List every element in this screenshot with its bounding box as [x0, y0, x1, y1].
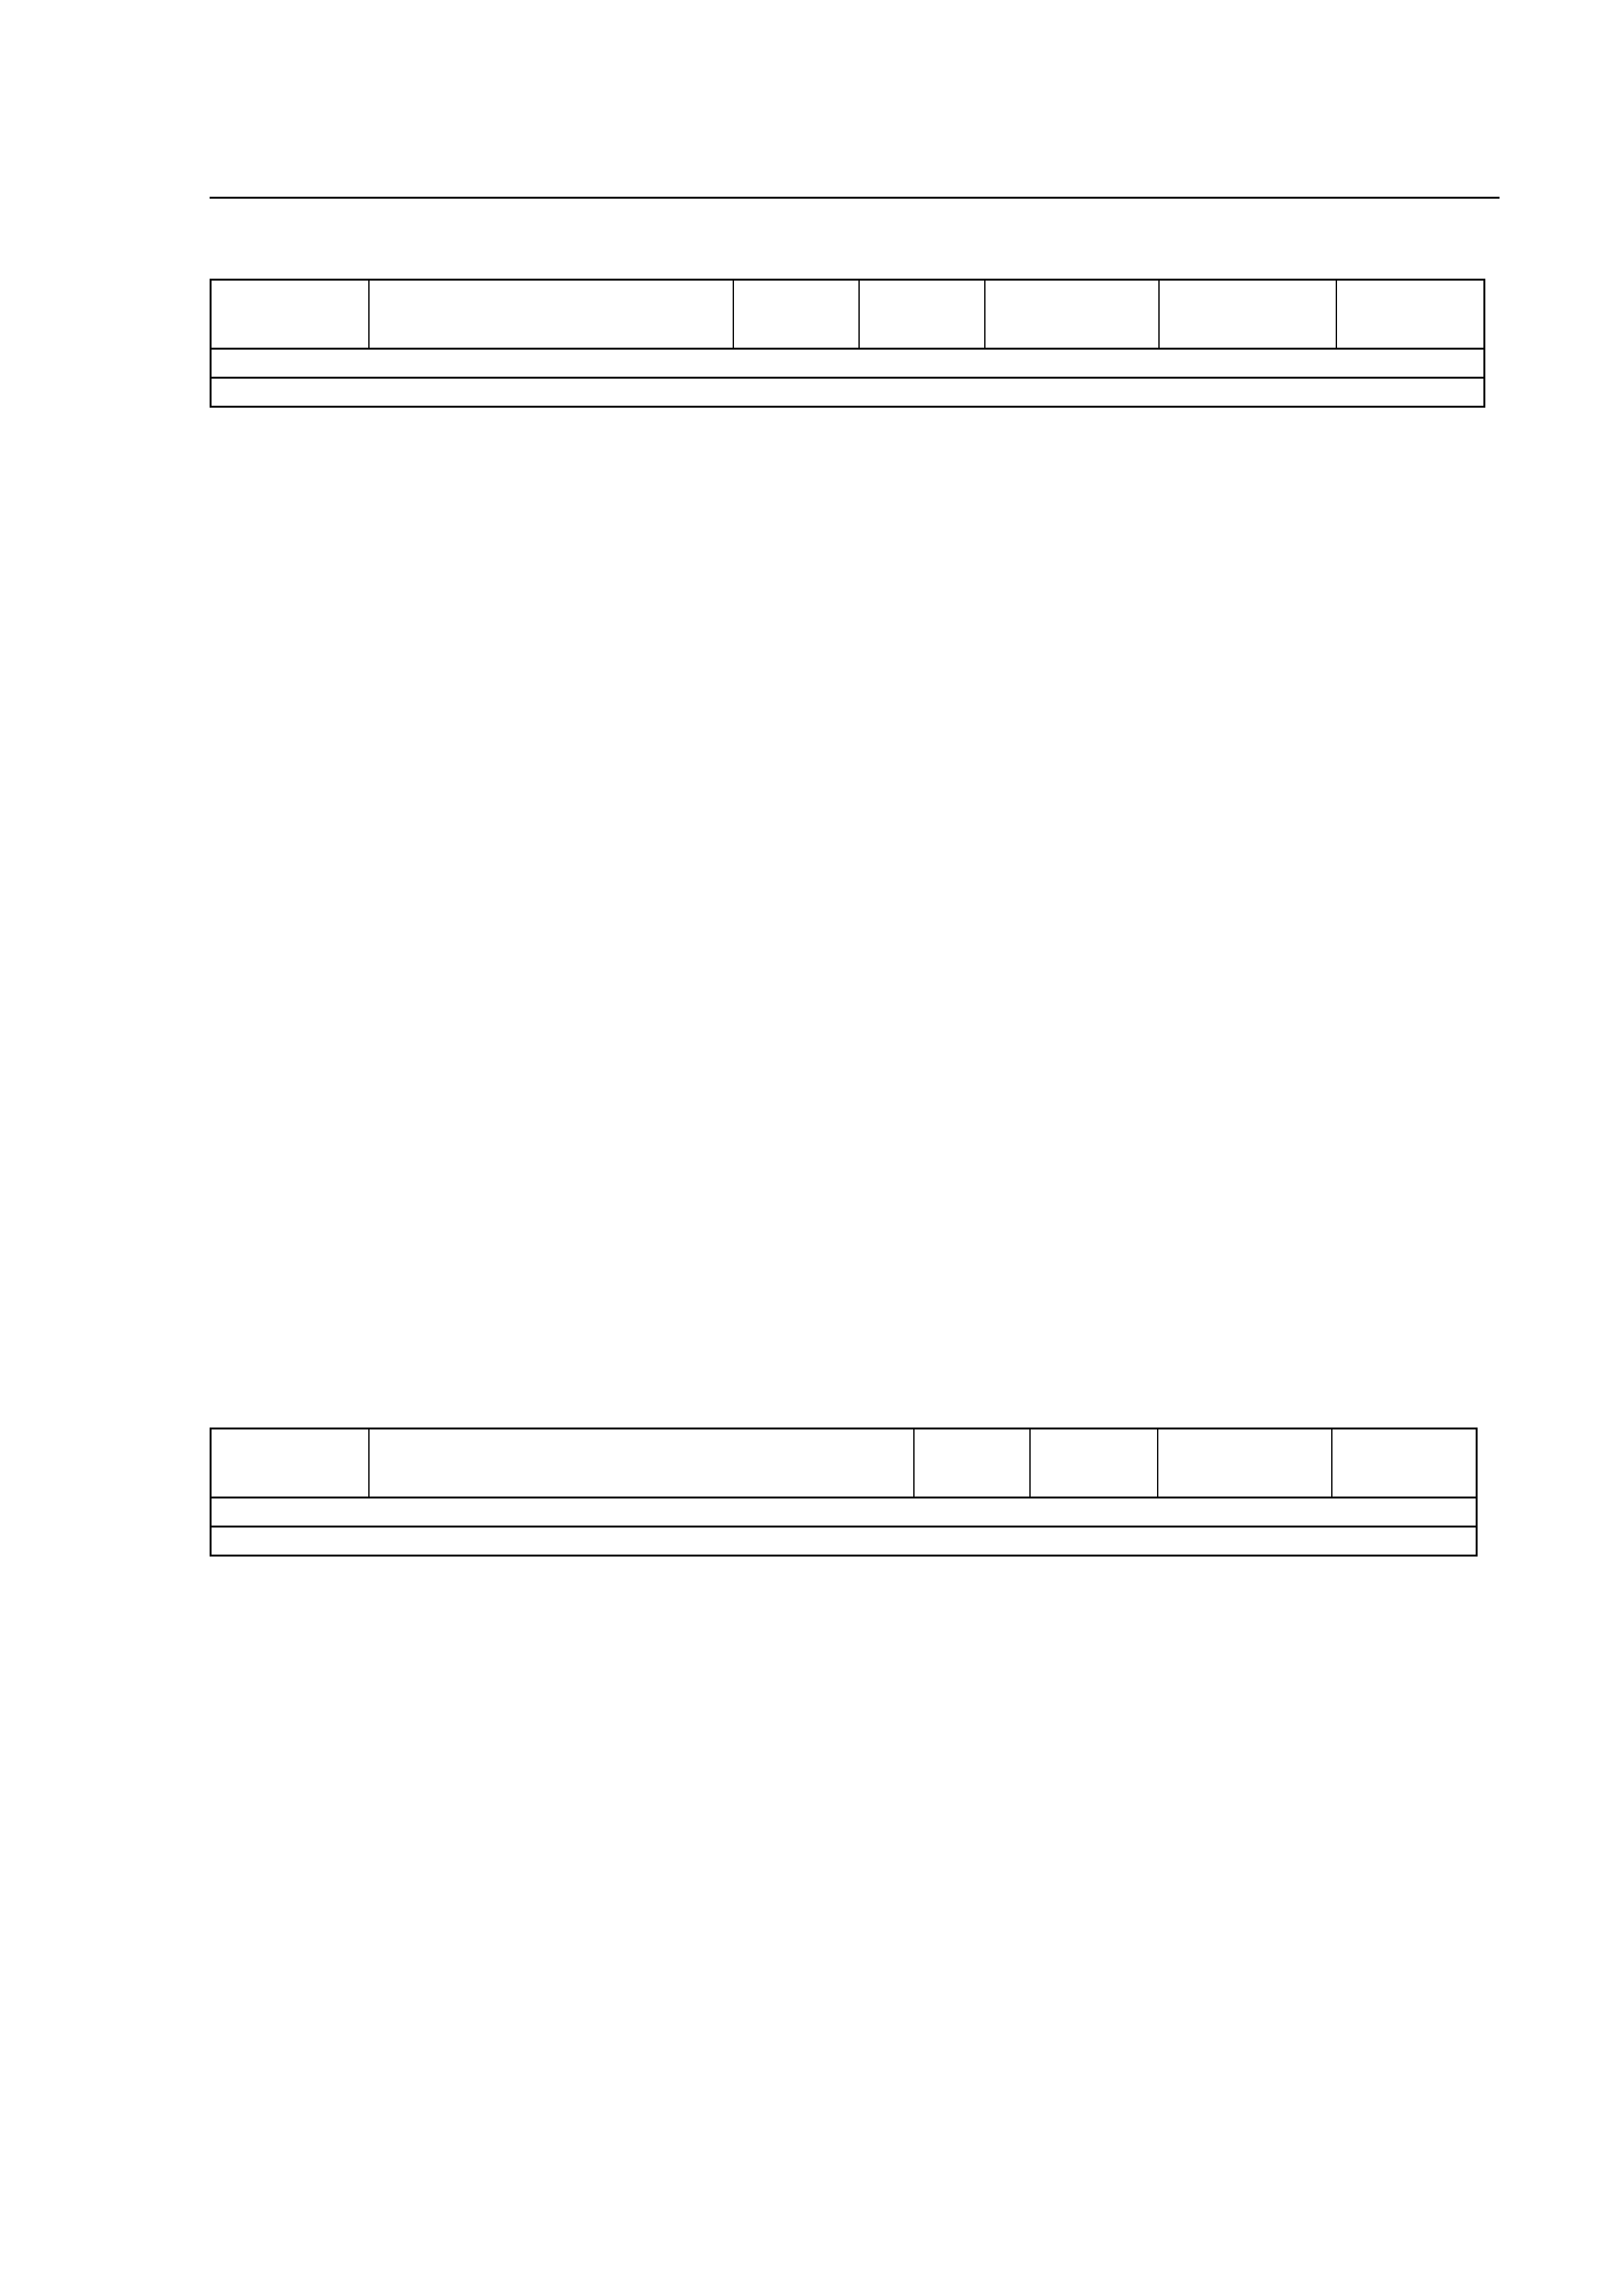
col-064-6-header	[1336, 280, 1485, 349]
norm-band-row	[211, 349, 1485, 378]
col-code-header	[211, 280, 369, 349]
cost-band-label	[211, 378, 1485, 407]
cost-band-row	[211, 378, 1485, 407]
header-rule	[210, 197, 1500, 199]
col-price-header	[859, 280, 985, 349]
col-064-8-header	[1332, 1429, 1477, 1498]
col-unit-header	[733, 280, 859, 349]
table1-header-row	[211, 280, 1485, 349]
col-name-header	[369, 1429, 914, 1498]
col-name-header	[369, 280, 733, 349]
col-unit-header	[914, 1429, 1030, 1498]
table2	[210, 1428, 1478, 1557]
col-price-header	[1030, 1429, 1158, 1498]
norm-band-label	[211, 1498, 1477, 1527]
col-064-4-header	[985, 280, 1159, 349]
col-code-header	[211, 1429, 369, 1498]
cost-band-row	[211, 1527, 1477, 1556]
page-header	[210, 165, 1500, 196]
col-064-5-header	[1159, 280, 1336, 349]
col-064-7-header	[1158, 1429, 1332, 1498]
cost-band-label	[211, 1527, 1477, 1556]
table2-header-row	[211, 1429, 1477, 1498]
table1	[210, 279, 1485, 408]
norm-band-row	[211, 1498, 1477, 1527]
norm-band-label	[211, 349, 1485, 378]
